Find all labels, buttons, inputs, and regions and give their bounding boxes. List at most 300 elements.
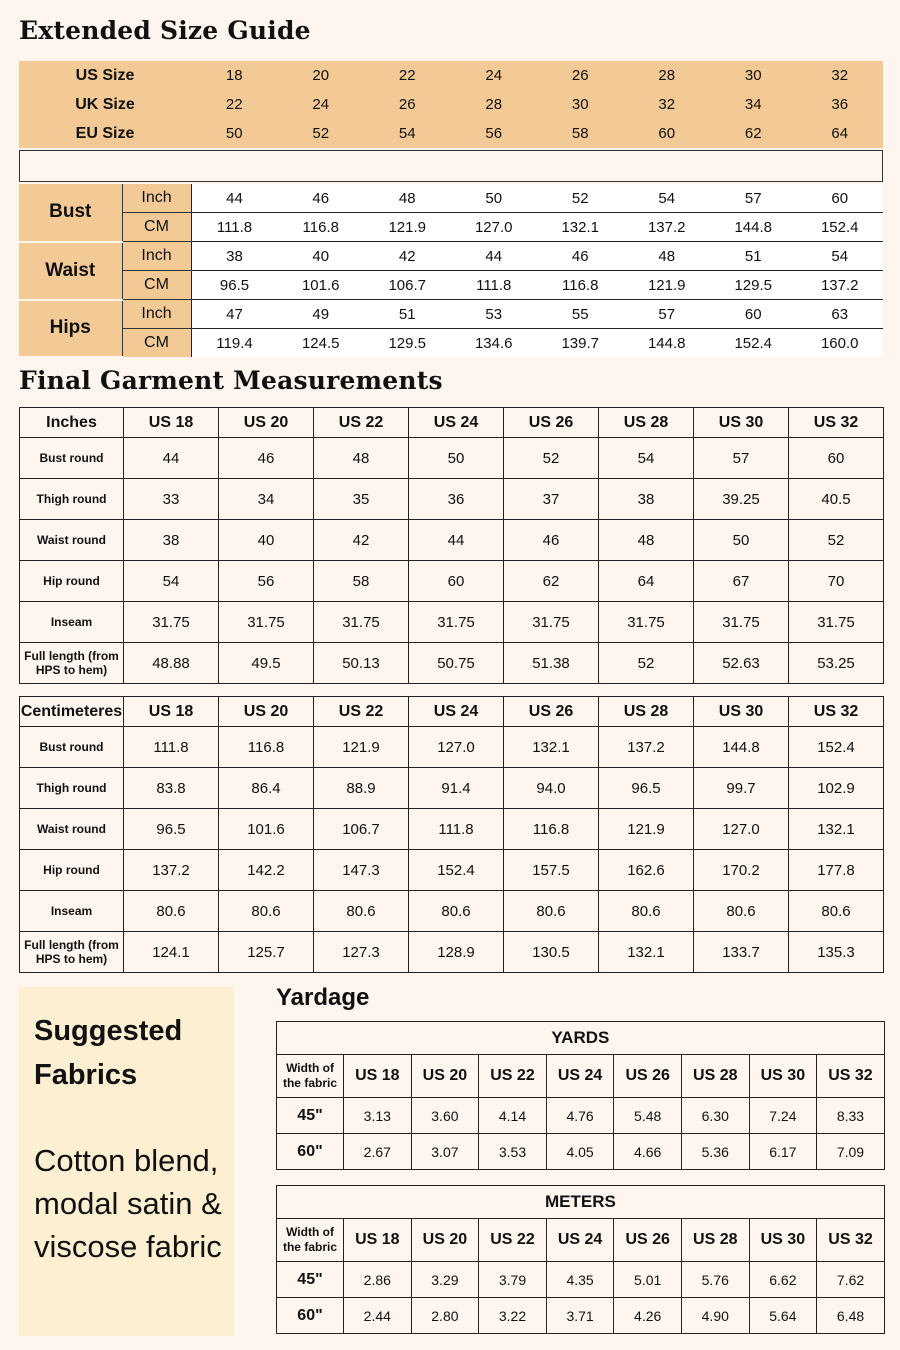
size-value: 28 (658, 67, 676, 84)
size-header: US 24 (546, 1055, 614, 1098)
measurement-value: 102.9 (789, 768, 884, 809)
measurement-value: 101.6 (278, 271, 365, 300)
measurement-value: 127.0 (451, 213, 538, 242)
size-header: US 24 (409, 408, 504, 438)
measurement-value: 67 (694, 561, 789, 602)
yardage-caption: YARDS (277, 1022, 885, 1055)
measurement-value: 127.3 (314, 932, 409, 973)
size-conversion-row (19, 119, 883, 148)
size-value: 20 (312, 67, 330, 84)
measurement-value: 64 (599, 561, 694, 602)
measurement-value: 40.5 (789, 479, 884, 520)
measurement-value: 135.3 (789, 932, 884, 973)
fabrics-text: Cotton blend, modal satin & viscose fabric (34, 1143, 222, 1264)
yardage-value: 4.66 (614, 1134, 682, 1170)
yardage-value: 6.30 (681, 1098, 749, 1134)
yardage-row (277, 1262, 885, 1298)
measurement-value: 142.2 (219, 850, 314, 891)
size-header: US 30 (694, 697, 789, 727)
measurement-value: 54 (599, 438, 694, 479)
measurement-value: 96.5 (191, 271, 278, 300)
measurement-value: 99.7 (694, 768, 789, 809)
size-value: 34 (744, 96, 762, 113)
yardage-row (277, 1298, 885, 1334)
measurement-value: 39.25 (694, 479, 789, 520)
measurement-value: 49.5 (219, 643, 314, 684)
measurement-value: 127.0 (409, 727, 504, 768)
measurement-row (19, 271, 883, 300)
size-header: US 22 (479, 1055, 547, 1098)
yardage-value: 4.90 (681, 1298, 749, 1334)
measurement-value: 152.4 (710, 329, 797, 358)
measurement-value: 101.6 (219, 809, 314, 850)
measurement-value: 31.75 (409, 602, 504, 643)
measurement-value: 31.75 (219, 602, 314, 643)
garment-row (20, 768, 884, 809)
size-value: 24 (485, 67, 503, 84)
garment-row (20, 479, 884, 520)
measurement-value: 35 (314, 479, 409, 520)
yardage-value: 3.71 (546, 1298, 614, 1334)
measurement-value: 152.4 (409, 850, 504, 891)
measurement-value: 111.8 (451, 271, 538, 300)
measurement-value: 121.9 (364, 213, 451, 242)
measurement-value: 170.2 (694, 850, 789, 891)
measurement-value: 80.6 (124, 891, 219, 932)
size-conversion-row (19, 61, 883, 90)
measurement-value: 160.0 (797, 329, 884, 358)
measurement-value: 50.75 (409, 643, 504, 684)
size-conversion-table (19, 61, 883, 148)
measurement-label: Bust round (20, 727, 124, 768)
size-conversion-row (19, 90, 883, 119)
yardage-value: 4.76 (546, 1098, 614, 1134)
size-header: US 28 (681, 1055, 749, 1098)
measurement-value: 57 (694, 438, 789, 479)
measurement-name: Waist (19, 242, 122, 300)
measurement-value: 50.13 (314, 643, 409, 684)
size-header: US 20 (411, 1219, 479, 1262)
unit-label: Inch (122, 242, 191, 271)
size-guide-title: Extended Size Guide (19, 16, 311, 45)
size-guide (19, 61, 883, 358)
measurement-value: 33 (124, 479, 219, 520)
yardage-value: 6.48 (817, 1298, 885, 1334)
measurement-value: 132.1 (599, 932, 694, 973)
size-header: US 30 (749, 1219, 817, 1262)
measurement-value: 125.7 (219, 932, 314, 973)
measurement-value: 132.1 (504, 727, 599, 768)
garment-row (20, 520, 884, 561)
measurement-value: 46 (278, 184, 365, 213)
size-header: US 20 (411, 1055, 479, 1098)
size-value: 30 (571, 96, 589, 113)
measurement-row (19, 184, 883, 213)
measurement-value: 57 (710, 184, 797, 213)
size-header: US 30 (694, 408, 789, 438)
measurement-value: 42 (364, 242, 451, 271)
measurement-value: 51 (364, 300, 451, 329)
measurement-value: 124.5 (278, 329, 365, 358)
measurement-value: 50 (694, 520, 789, 561)
measurement-value: 127.0 (694, 809, 789, 850)
yardage-value: 8.33 (817, 1098, 885, 1134)
fabric-width: 60" (277, 1134, 344, 1170)
measurement-value: 34 (219, 479, 314, 520)
yardage-value: 5.64 (749, 1298, 817, 1334)
size-value: 32 (831, 67, 849, 84)
measurement-label: Full length (from HPS to hem) (20, 643, 124, 684)
measurement-value: 38 (191, 242, 278, 271)
yardage-value: 7.09 (817, 1134, 885, 1170)
measurement-value: 52 (537, 184, 624, 213)
size-header: US 22 (479, 1219, 547, 1262)
size-header: US 18 (344, 1219, 412, 1262)
measurement-value: 51 (710, 242, 797, 271)
size-header: US 20 (219, 697, 314, 727)
size-header: US 24 (409, 697, 504, 727)
size-header: US 26 (614, 1219, 682, 1262)
size-value: 64 (831, 125, 849, 142)
measurement-value: 31.75 (789, 602, 884, 643)
measurement-value: 58 (314, 561, 409, 602)
yardage-value: 7.62 (817, 1262, 885, 1298)
measurement-value: 38 (124, 520, 219, 561)
measurement-value: 51.38 (504, 643, 599, 684)
measurement-label: Inseam (20, 891, 124, 932)
measurement-value: 44 (191, 184, 278, 213)
measurement-value: 121.9 (599, 809, 694, 850)
size-value: 26 (571, 67, 589, 84)
size-header: US 20 (219, 408, 314, 438)
measurement-value: 80.6 (314, 891, 409, 932)
measurement-value: 48.88 (124, 643, 219, 684)
garment-header-row (20, 697, 884, 727)
yardage-value: 2.86 (344, 1262, 412, 1298)
yardage-value: 6.62 (749, 1262, 817, 1298)
garment-row (20, 727, 884, 768)
garment-row (20, 850, 884, 891)
measurement-value: 91.4 (409, 768, 504, 809)
size-value: 22 (225, 96, 243, 113)
measurement-value: 60 (409, 561, 504, 602)
size-value: 32 (658, 96, 676, 113)
measurement-row (19, 329, 883, 358)
size-value: 30 (744, 67, 762, 84)
measurement-name: Bust (19, 184, 122, 242)
measurement-value: 36 (409, 479, 504, 520)
measurement-value: 40 (219, 520, 314, 561)
size-header: US 18 (124, 408, 219, 438)
fabric-width: 45" (277, 1262, 344, 1298)
measurement-label: Inseam (20, 602, 124, 643)
measurement-value: 137.2 (599, 727, 694, 768)
measurement-value: 139.7 (537, 329, 624, 358)
measurement-value: 37 (504, 479, 599, 520)
measurement-value: 88.9 (314, 768, 409, 809)
size-header: US 26 (504, 697, 599, 727)
measurement-value: 54 (797, 242, 884, 271)
measurement-value: 132.1 (789, 809, 884, 850)
fabrics-title: Suggested Fabrics (34, 1015, 183, 1091)
measurement-label: Thigh round (20, 479, 124, 520)
measurement-value: 48 (624, 242, 711, 271)
yardage-value: 5.01 (614, 1262, 682, 1298)
yardage-meters-table (276, 1185, 885, 1334)
measurement-value: 56 (219, 561, 314, 602)
measurement-name: Hips (19, 300, 122, 358)
measurement-value: 48 (364, 184, 451, 213)
measurement-value: 111.8 (191, 213, 278, 242)
size-header: US 28 (599, 408, 694, 438)
measurement-row (19, 213, 883, 242)
measurement-label: Bust round (20, 438, 124, 479)
suggested-fabrics-panel (19, 987, 234, 1336)
yardage-value: 3.79 (479, 1262, 547, 1298)
measurement-value: 80.6 (789, 891, 884, 932)
size-header: US 32 (817, 1055, 885, 1098)
yardage-value: 4.26 (614, 1298, 682, 1334)
measurement-value: 106.7 (314, 809, 409, 850)
measurement-value: 96.5 (599, 768, 694, 809)
size-value: 56 (485, 125, 503, 142)
yardage-value: 4.35 (546, 1262, 614, 1298)
measurement-value: 50 (409, 438, 504, 479)
yardage-caption: METERS (277, 1186, 885, 1219)
measurement-value: 52 (599, 643, 694, 684)
size-system-label: US Size (75, 66, 135, 84)
measurement-value: 55 (537, 300, 624, 329)
body-measurement-table (19, 184, 883, 358)
measurement-value: 137.2 (124, 850, 219, 891)
measurement-value: 40 (278, 242, 365, 271)
measurement-value: 128.9 (409, 932, 504, 973)
measurement-value: 144.8 (710, 213, 797, 242)
measurement-value: 133.7 (694, 932, 789, 973)
unit-label: CM (122, 213, 191, 242)
measurement-value: 52.63 (694, 643, 789, 684)
measurement-value: 111.8 (409, 809, 504, 850)
size-header: US 26 (614, 1055, 682, 1098)
garment-row (20, 602, 884, 643)
measurement-value: 63 (797, 300, 884, 329)
garment-cm-table (19, 696, 884, 973)
yardage-value: 5.36 (681, 1134, 749, 1170)
size-header: US 32 (789, 697, 884, 727)
measurement-value: 116.8 (219, 727, 314, 768)
yardage-value: 5.76 (681, 1262, 749, 1298)
yardage-header-row (277, 1055, 885, 1098)
measurement-value: 52 (789, 520, 884, 561)
garment-row (20, 643, 884, 684)
unit-label: CM (122, 329, 191, 358)
size-header: US 22 (314, 408, 409, 438)
measurement-value: 80.6 (694, 891, 789, 932)
measurement-value: 80.6 (504, 891, 599, 932)
measurement-value: 49 (278, 300, 365, 329)
measurement-value: 44 (409, 520, 504, 561)
measurement-value: 62 (504, 561, 599, 602)
fabric-width: 45" (277, 1098, 344, 1134)
measurement-value: 53.25 (789, 643, 884, 684)
measurement-value: 129.5 (364, 329, 451, 358)
yardage-value: 3.53 (479, 1134, 547, 1170)
measurement-value: 94.0 (504, 768, 599, 809)
measurement-value: 47 (191, 300, 278, 329)
size-value: 24 (312, 96, 330, 113)
measurement-value: 31.75 (504, 602, 599, 643)
measurement-label: Hip round (20, 850, 124, 891)
measurement-value: 44 (451, 242, 538, 271)
garment-row (20, 561, 884, 602)
measurement-value: 42 (314, 520, 409, 561)
measurement-value: 116.8 (504, 809, 599, 850)
unit-header: Centimeteres (20, 697, 124, 727)
size-header: US 32 (789, 408, 884, 438)
measurement-value: 83.8 (124, 768, 219, 809)
size-value: 26 (398, 96, 416, 113)
garment-inches-table (19, 407, 884, 684)
unit-header: Inches (20, 408, 124, 438)
measurement-value: 152.4 (797, 213, 884, 242)
yardage-header-row (277, 1219, 885, 1262)
size-value: 18 (225, 67, 243, 84)
measurement-value: 80.6 (219, 891, 314, 932)
measurement-value: 48 (599, 520, 694, 561)
measurement-value: 137.2 (797, 271, 884, 300)
size-header: US 28 (599, 697, 694, 727)
measurement-value: 70 (789, 561, 884, 602)
measurement-value: 144.8 (694, 727, 789, 768)
yardage-value: 6.17 (749, 1134, 817, 1170)
size-value: 54 (398, 125, 416, 142)
measurement-value: 54 (624, 184, 711, 213)
measurement-value: 31.75 (314, 602, 409, 643)
measurement-value: 177.8 (789, 850, 884, 891)
measurement-label: Hip round (20, 561, 124, 602)
size-header: US 24 (546, 1219, 614, 1262)
yardage-caption-row (277, 1022, 885, 1055)
yardage-value: 3.60 (411, 1098, 479, 1134)
garment-row (20, 438, 884, 479)
yardage-value: 3.29 (411, 1262, 479, 1298)
size-value: 36 (831, 96, 849, 113)
measurement-value: 137.2 (624, 213, 711, 242)
measurement-value: 132.1 (537, 213, 624, 242)
measurement-value: 60 (797, 184, 884, 213)
measurement-value: 46 (219, 438, 314, 479)
fabric-width: 60" (277, 1298, 344, 1334)
measurement-label: Full length (from HPS to hem) (20, 932, 124, 973)
yardage-value: 4.05 (546, 1134, 614, 1170)
measurement-value: 80.6 (409, 891, 504, 932)
size-value: 60 (658, 125, 676, 142)
size-value: 52 (312, 125, 330, 142)
garment-row (20, 891, 884, 932)
garment-header-row (20, 408, 884, 438)
measurement-row (19, 300, 883, 329)
garment-row (20, 809, 884, 850)
yardage-row (277, 1134, 885, 1170)
measurement-value: 48 (314, 438, 409, 479)
size-value: 62 (744, 125, 762, 142)
size-value: 58 (571, 125, 589, 142)
unit-label: CM (122, 271, 191, 300)
measurement-value: 46 (537, 242, 624, 271)
measurement-value: 31.75 (694, 602, 789, 643)
width-label: Width of the fabric (277, 1055, 344, 1098)
measurement-value: 111.8 (124, 727, 219, 768)
garment-row (20, 932, 884, 973)
measurement-value: 147.3 (314, 850, 409, 891)
measurement-value: 116.8 (278, 213, 365, 242)
size-header: US 18 (344, 1055, 412, 1098)
size-header: US 22 (314, 697, 409, 727)
measurement-label: Waist round (20, 520, 124, 561)
yardage-caption-row (277, 1186, 885, 1219)
measurement-row (19, 242, 883, 271)
yardage-value: 2.44 (344, 1298, 412, 1334)
yardage-value: 4.14 (479, 1098, 547, 1134)
measurement-label: Waist round (20, 809, 124, 850)
measurement-value: 60 (789, 438, 884, 479)
measurement-value: 86.4 (219, 768, 314, 809)
yardage-value: 3.07 (411, 1134, 479, 1170)
measurement-value: 119.4 (191, 329, 278, 358)
size-header: US 30 (749, 1055, 817, 1098)
yardage-value: 2.80 (411, 1298, 479, 1334)
measurement-value: 31.75 (599, 602, 694, 643)
measurement-value: 44 (124, 438, 219, 479)
measurement-value: 80.6 (599, 891, 694, 932)
measurement-value: 38 (599, 479, 694, 520)
yardage-title: Yardage (276, 984, 370, 1011)
measurement-value: 157.5 (504, 850, 599, 891)
size-value: 22 (398, 67, 416, 84)
size-header: US 28 (681, 1219, 749, 1262)
yardage-value: 2.67 (344, 1134, 412, 1170)
yardage-value: 5.48 (614, 1098, 682, 1134)
measurement-value: 46 (504, 520, 599, 561)
size-header: US 18 (124, 697, 219, 727)
yardage-yards-table (276, 1021, 885, 1170)
measurement-value: 121.9 (314, 727, 409, 768)
measurement-value: 124.1 (124, 932, 219, 973)
measurement-value: 144.8 (624, 329, 711, 358)
measurement-value: 54 (124, 561, 219, 602)
size-guide-divider-band (19, 150, 883, 182)
size-system-label: UK Size (75, 95, 135, 113)
measurement-value: 60 (710, 300, 797, 329)
measurement-value: 53 (451, 300, 538, 329)
width-label: Width of the fabric (277, 1219, 344, 1262)
measurement-value: 130.5 (504, 932, 599, 973)
measurement-value: 31.75 (124, 602, 219, 643)
measurement-value: 50 (451, 184, 538, 213)
measurement-value: 96.5 (124, 809, 219, 850)
garment-title: Final Garment Measurements (19, 366, 443, 395)
measurement-value: 52 (504, 438, 599, 479)
measurement-value: 152.4 (789, 727, 884, 768)
measurement-value: 129.5 (710, 271, 797, 300)
unit-label: Inch (122, 300, 191, 329)
size-header: US 32 (817, 1219, 885, 1262)
measurement-value: 116.8 (537, 271, 624, 300)
size-value: 28 (485, 96, 503, 113)
measurement-value: 57 (624, 300, 711, 329)
size-system-label: EU Size (75, 124, 135, 142)
measurement-value: 134.6 (451, 329, 538, 358)
